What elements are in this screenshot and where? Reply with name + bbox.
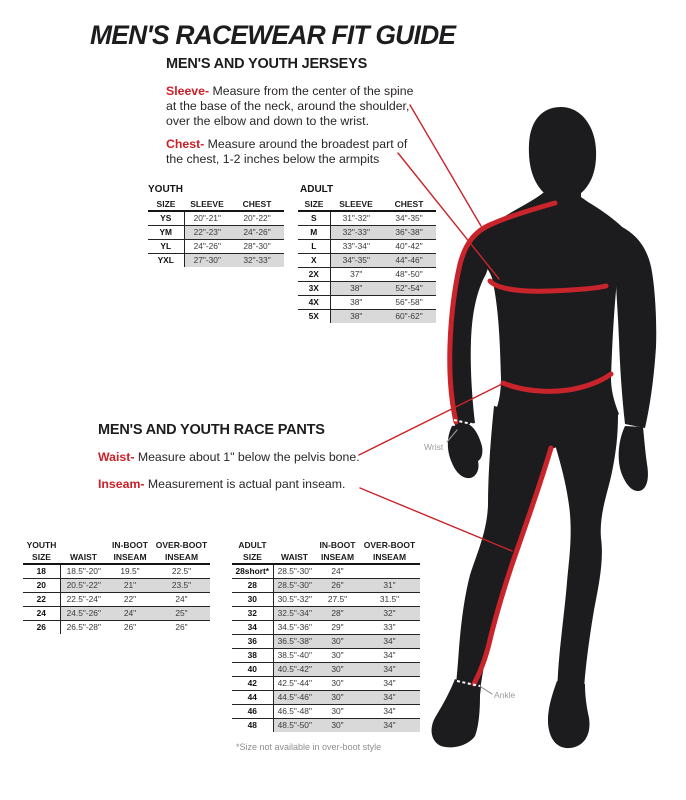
col-header-inseam: INSEAM [153, 549, 210, 564]
table-row [232, 593, 420, 607]
youth-pants-header-row-bottom [23, 549, 210, 564]
silhouette-right-leg [556, 414, 618, 688]
col-header-over-boot: OVER-BOOT [155, 539, 208, 550]
table-cell: YS [148, 211, 184, 226]
adult-jersey-table [298, 196, 436, 323]
col-header-size: SIZE [298, 196, 330, 211]
table-cell: 32 [232, 607, 273, 621]
col-header-chest: CHEST [230, 196, 284, 211]
youth-pants-header-row-top [23, 538, 210, 549]
table-cell: 48.5"-50" [273, 719, 316, 733]
table-cell: 21" [107, 579, 153, 593]
table-cell: 24" [316, 564, 359, 579]
table-cell: 24" [107, 607, 153, 621]
table-cell: 27"-30" [184, 254, 230, 268]
table-cell: 32" [359, 607, 420, 621]
table-row [23, 621, 210, 635]
table-row [148, 240, 284, 254]
table-cell: YXL [148, 254, 184, 268]
table-cell: 36"-38" [382, 226, 436, 240]
table-cell: 36 [232, 635, 273, 649]
table-cell: 28short* [232, 564, 273, 579]
silhouette-left-foot [432, 679, 481, 747]
table-cell: 40"-42" [382, 240, 436, 254]
table-cell: 28" [316, 607, 359, 621]
male-silhouette [432, 107, 657, 748]
inseam-instruction-label: Inseam- [98, 477, 145, 491]
col-header-in-boot: IN-BOOT [319, 539, 356, 550]
col-header-inseam: INSEAM [359, 549, 420, 564]
col-header-waist: WAIST [60, 549, 107, 564]
ankle-pointer-line [481, 687, 492, 694]
table-cell: 48"-50" [382, 268, 436, 282]
table-row [23, 607, 210, 621]
col-header-adult: ADULT [238, 539, 267, 550]
table-cell: 52"-54" [382, 282, 436, 296]
sleeve-instruction-text: Measure from the center of the spine at the base of the neck, around the shoulder, over the elbow and down to the wrist. [166, 84, 414, 128]
col-header-inseam: INSEAM [107, 549, 153, 564]
wrist-pointer-line [447, 430, 457, 442]
table-cell: 22.5" [153, 564, 210, 579]
ankle-dash-mark [457, 681, 480, 686]
table-row [232, 691, 420, 705]
col-header-waist: WAIST [273, 549, 316, 564]
table-cell: 30" [316, 663, 359, 677]
table-cell: 31" [359, 579, 420, 593]
waist-instruction-text: Measure about 1" below the pelvis bone. [134, 450, 360, 464]
ankle-label: Ankle [494, 690, 516, 700]
measurement-lines [450, 203, 611, 684]
table-row [298, 268, 436, 282]
label-pointer-lines [447, 430, 492, 694]
table-row [148, 254, 284, 268]
table-cell: 30.5"-32" [273, 593, 316, 607]
table-row [298, 296, 436, 310]
table-cell [359, 564, 420, 579]
table-row [148, 211, 284, 226]
table-cell: 40.5"-42" [273, 663, 316, 677]
table-cell: 26" [316, 579, 359, 593]
chest-instruction-label: Chest- [166, 137, 205, 151]
col-header-size: SIZE [148, 196, 184, 211]
youth-pants-table [23, 538, 210, 634]
table-cell: 23.5" [153, 579, 210, 593]
silhouette-head [529, 107, 596, 200]
table-cell: 44 [232, 691, 273, 705]
table-cell: 24.5"-26" [60, 607, 107, 621]
table-cell: 20.5"-22" [60, 579, 107, 593]
table-cell: 26.5"-28" [66, 622, 101, 632]
table-row [232, 705, 420, 719]
table-cell: 33" [359, 621, 420, 635]
table-cell: 42.5"-44" [273, 677, 316, 691]
table-cell: 3X [298, 282, 330, 296]
table-cell: 20"-22" [230, 211, 284, 226]
table-cell: 31"-32" [330, 211, 382, 226]
table-cell: 22"-23" [184, 226, 230, 240]
youth-jersey-table [148, 196, 284, 267]
col-header-over-boot: OVER-BOOT [363, 539, 416, 550]
chest-instruction-text: Measure around the broadest part of the chest, 1-2 inches below the armpits [166, 137, 408, 166]
table-cell: 32"-33" [230, 254, 284, 268]
table-cell: 32"-33" [330, 226, 382, 240]
table-cell: 34 [232, 621, 273, 635]
table-cell: 24"-26" [230, 226, 284, 240]
table-cell: 33"-34" [330, 240, 382, 254]
table-cell: S [298, 211, 330, 226]
table-cell: 24" [153, 593, 210, 607]
table-cell: 28"-30" [230, 240, 284, 254]
silhouette-left-hand [448, 424, 483, 478]
table-cell: 46.5"-48" [273, 705, 316, 719]
table-cell: 34" [359, 635, 420, 649]
silhouette-right-hand [619, 426, 648, 491]
table-row [232, 635, 420, 649]
table-cell: 2X [298, 268, 330, 282]
callout-lines [359, 105, 512, 551]
table-row [23, 579, 210, 593]
table-cell: 34"-35" [382, 211, 436, 226]
silhouette-torso [470, 189, 637, 449]
table-cell: 34" [359, 719, 420, 733]
adult-jersey-table-label: ADULT [300, 184, 334, 195]
inseam-instruction [98, 477, 345, 491]
table-cell: 38" [330, 310, 382, 324]
table-cell: 38" [330, 296, 382, 310]
table-cell: 30" [316, 635, 359, 649]
table-cell: 18.5"-20" [60, 564, 107, 579]
table-cell: 29" [316, 621, 359, 635]
table-row [298, 282, 436, 296]
table-cell: 26" [123, 622, 137, 632]
table-cell: 46 [232, 705, 273, 719]
table-cell: 18 [23, 564, 60, 579]
waist-measure-line [503, 374, 611, 391]
chest-measure-line [490, 281, 606, 291]
table-cell: 26" [175, 622, 188, 632]
youth-jersey-table-label: YOUTH [148, 184, 183, 195]
table-row [232, 621, 420, 635]
table-cell: X [298, 254, 330, 268]
jerseys-section-heading: MEN'S AND YOUTH JERSEYS [166, 56, 368, 72]
table-row [148, 226, 284, 240]
table-cell: 60"-62" [382, 310, 436, 324]
waist-instruction [98, 450, 360, 464]
table-row [298, 226, 436, 240]
chest-instruction [166, 137, 420, 167]
table-cell: 28.5"-30" [273, 564, 316, 579]
table-cell: 42 [232, 677, 273, 691]
table-cell: 22" [107, 593, 153, 607]
silhouette-right-arm [616, 226, 656, 428]
table-row [298, 254, 436, 268]
table-cell: 22.5"-24" [60, 593, 107, 607]
table-cell: YL [148, 240, 184, 254]
table-cell: 30" [316, 649, 359, 663]
table-row [232, 663, 420, 677]
table-cell: 19.5" [107, 564, 153, 579]
table-cell: 38.5"-40" [273, 649, 316, 663]
dash-marks [454, 420, 480, 686]
table-row [23, 564, 210, 579]
table-row [232, 607, 420, 621]
col-header-size: SIZE [232, 549, 273, 564]
table-cell: 34" [359, 649, 420, 663]
table-cell: 24 [23, 607, 60, 621]
table-cell: 20"-21" [184, 211, 230, 226]
youth-jersey-header-row [148, 196, 284, 211]
inseam-measure-line [474, 448, 551, 684]
table-cell: 28 [232, 579, 273, 593]
table-row [298, 240, 436, 254]
sleeve-instruction [166, 84, 420, 128]
col-header-youth: YOUTH [26, 539, 57, 550]
table-cell: 4X [298, 296, 330, 310]
table-cell: YM [148, 226, 184, 240]
col-header-sleeve: SLEEVE [330, 196, 382, 211]
table-row [232, 677, 420, 691]
silhouette-left-arm [448, 218, 507, 427]
adult-jersey-header-row [298, 196, 436, 211]
table-cell: 34" [359, 691, 420, 705]
table-cell: M [298, 226, 330, 240]
table-cell: 48 [232, 719, 273, 733]
table-cell: 44.5"-46" [273, 691, 316, 705]
table-cell: 24"-26" [184, 240, 230, 254]
table-cell: 34" [359, 677, 420, 691]
col-header-sleeve: SLEEVE [184, 196, 230, 211]
table-row [23, 593, 210, 607]
over-boot-footnote: *Size not available in over-boot style [236, 742, 382, 752]
wrist-dash-mark [454, 420, 476, 425]
table-cell: 34" [359, 663, 420, 677]
page-title: MEN'S RACEWEAR FIT GUIDE [90, 20, 456, 50]
adult-pants-header-row-bottom [232, 549, 420, 564]
table-cell: 30" [316, 677, 359, 691]
table-cell: L [298, 240, 330, 254]
col-header-size: SIZE [23, 549, 60, 564]
table-cell: 22 [23, 593, 60, 607]
table-cell: 30" [316, 691, 359, 705]
table-cell: 56"-58" [382, 296, 436, 310]
table-cell: 27.5" [316, 593, 359, 607]
table-cell: 44"-46" [382, 254, 436, 268]
table-cell: 30 [232, 593, 273, 607]
table-cell: 20 [23, 579, 60, 593]
waist-instruction-label: Waist- [98, 450, 135, 464]
table-row [232, 719, 420, 733]
table-cell: 30" [316, 719, 359, 733]
adult-pants-header-row-top [232, 538, 420, 549]
table-cell: 40 [232, 663, 273, 677]
table-row [298, 211, 436, 226]
adult-pants-table [232, 538, 420, 732]
table-cell: 31.5" [359, 593, 420, 607]
table-cell: 26 [23, 621, 60, 635]
pants-section-heading: MEN'S AND YOUTH RACE PANTS [98, 422, 325, 438]
table-cell: 32.5"-34" [273, 607, 316, 621]
table-cell: 38 [232, 649, 273, 663]
table-cell: 36.5"-38" [273, 635, 316, 649]
table-cell: 5X [298, 310, 330, 324]
table-cell: 37" [330, 268, 382, 282]
col-header-inseam: INSEAM [316, 549, 359, 564]
table-cell: 34.5"-36" [273, 621, 316, 635]
table-cell: 38" [330, 282, 382, 296]
sleeve-instruction-label: Sleeve- [166, 84, 210, 98]
col-header-in-boot: IN-BOOT [112, 539, 148, 550]
table-cell: 30" [316, 705, 359, 719]
table-cell: 25" [153, 607, 210, 621]
table-row [298, 310, 436, 324]
col-header-chest: CHEST [382, 196, 436, 211]
sleeve-measure-line [450, 203, 555, 422]
silhouette-left-leg [456, 406, 556, 690]
inseam-instruction-text: Measurement is actual pant inseam. [144, 477, 346, 491]
table-row [232, 579, 420, 593]
table-cell: 34"-35" [330, 254, 382, 268]
silhouette-neck [545, 176, 581, 212]
table-row [232, 564, 420, 579]
table-cell: 34" [359, 705, 420, 719]
table-cell: 28.5"-30" [273, 579, 316, 593]
wrist-label: Wrist [424, 442, 444, 452]
silhouette-right-foot [548, 681, 589, 748]
table-row [232, 649, 420, 663]
